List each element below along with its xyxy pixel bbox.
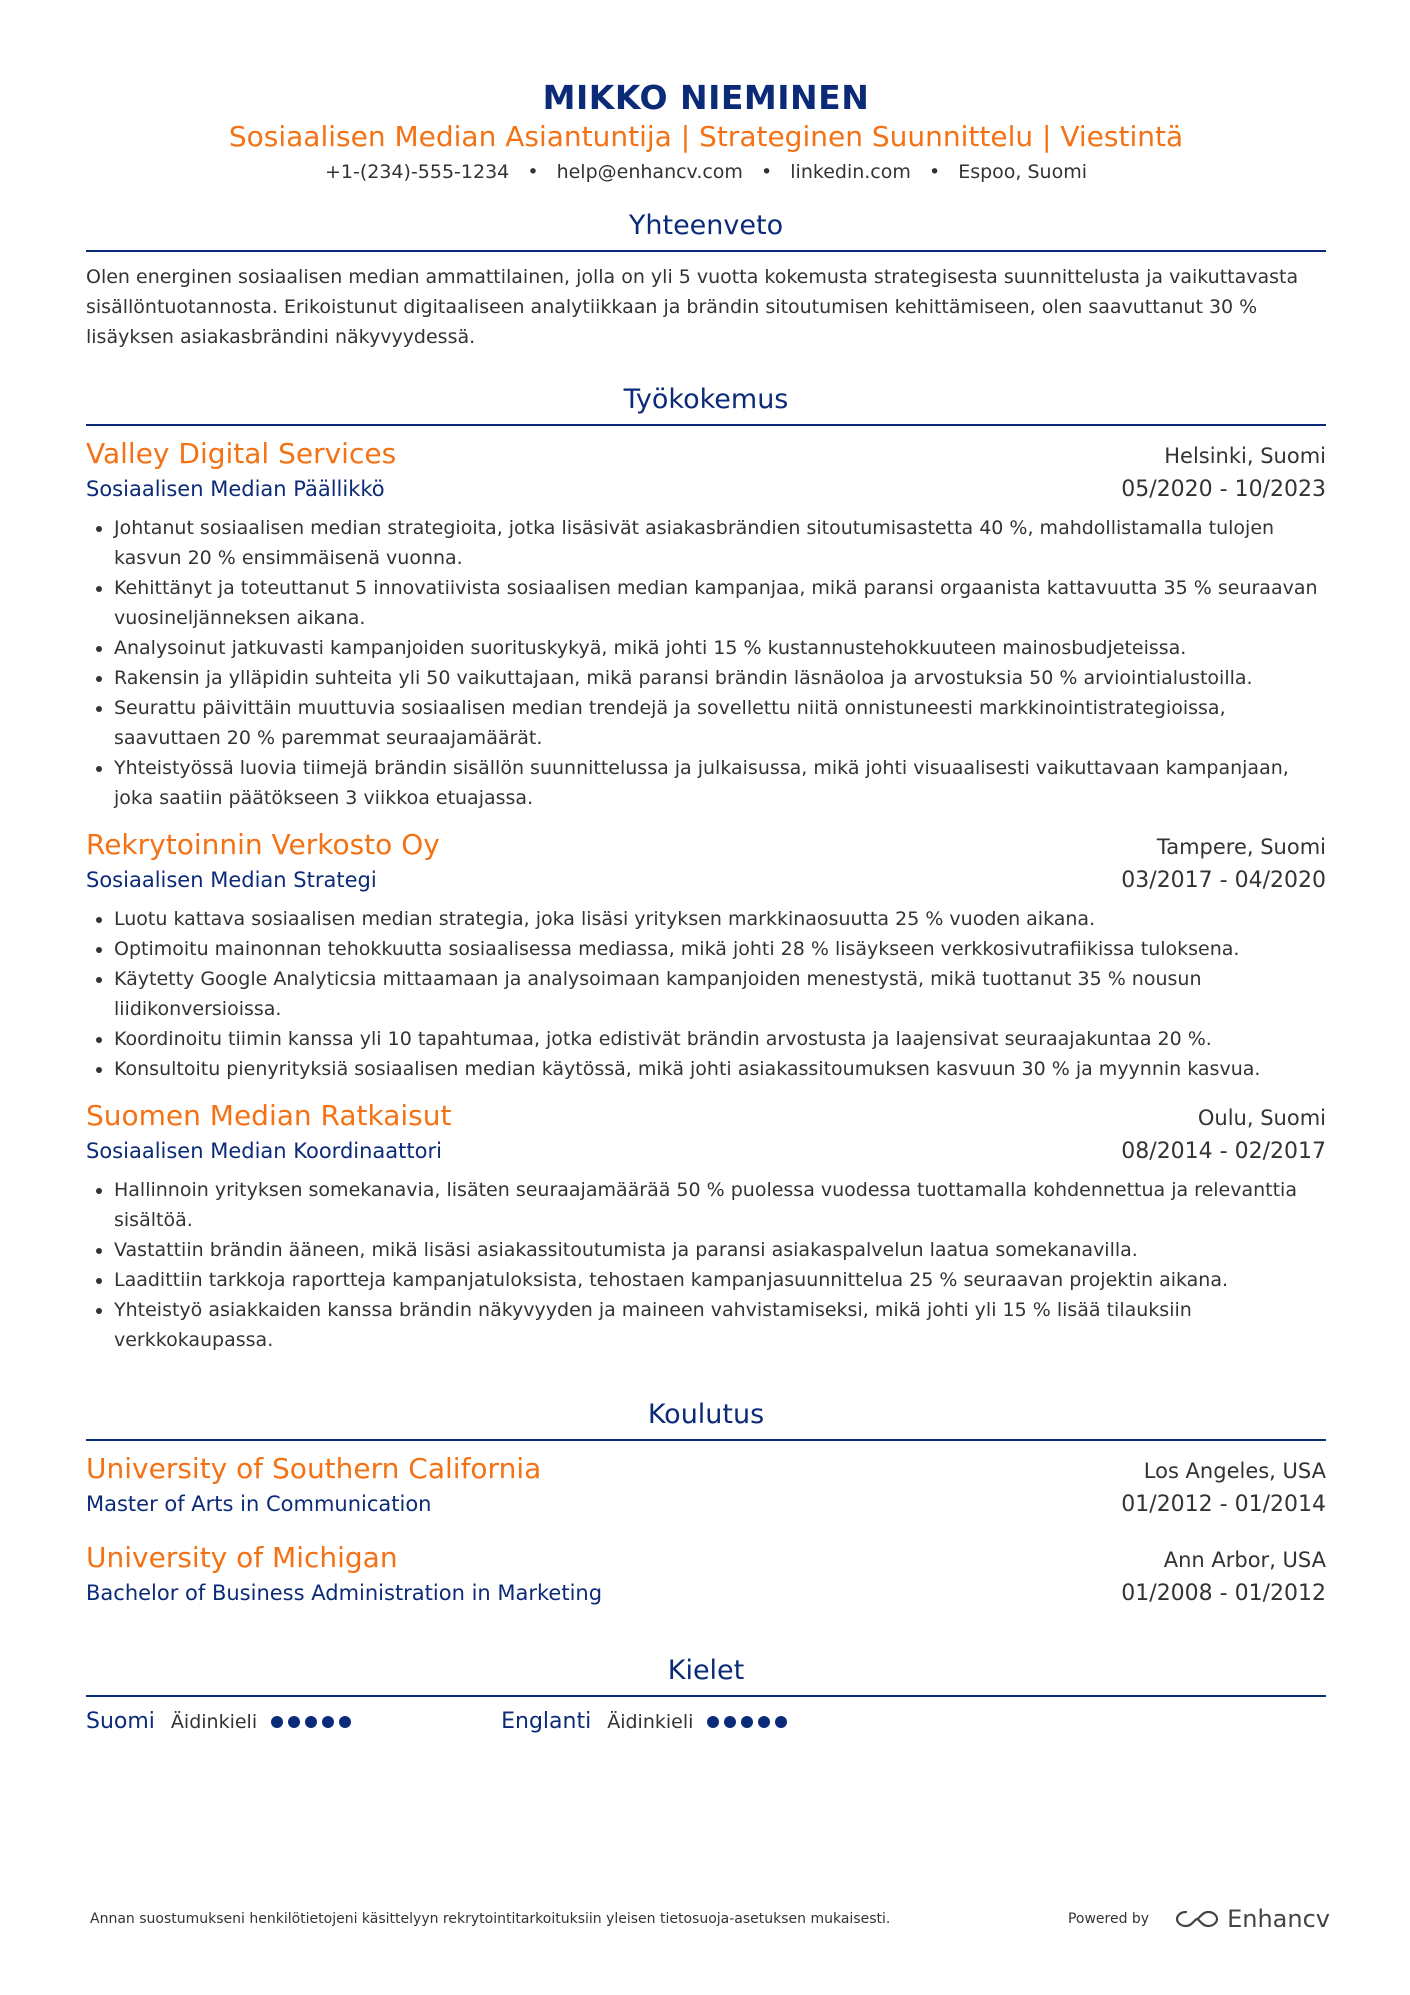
contact-phone: +1-(234)-555-1234 [324,161,510,183]
languages-title: Kielet [86,1653,1326,1697]
experience-entry [86,436,1326,813]
degree-name: Bachelor of Business Administration in Marketing [86,1581,603,1605]
language-item [501,1709,787,1734]
job-dates: 08/2014 - 02/2017 [1121,1139,1326,1164]
company-location: Oulu, Suomi [1197,1106,1326,1130]
job-title: Sosiaalisen Median Strategi [86,868,377,892]
rating-dot [758,1716,770,1728]
separator-dot: • [527,161,539,183]
summary-text: Olen energinen sosiaalisen median ammattilainen, jolla on yli 5 vuotta kokemusta strategisesta suunnittelusta ja vaikuttavasta sisällöntuotannosta. Erikoistunut digitaaliseen analytiikkaan ja brändin sitoutumisen kehittämiseen, olen saavuttanut 30 % lisäyksen asiakasbrändini näkyvyydessä. [86,266,1299,348]
language-item [86,1709,351,1734]
experience-entry [86,827,1326,1084]
enhancv-logo[interactable] [1175,1905,1330,1933]
achievement-item: Rakensin ja ylläpidin suhteita yli 50 vaikuttajaan, mikä paransi brändin läsnäoloa ja arvostuksia 50 % arviointialustoilla. [86,663,1326,693]
achievement-item: Johtanut sosiaalisen median strategioita, jotka lisäsivät asiakasbrändien sitoutumisastetta 40 %, mahdollistamalla tulojen kasvun 20 % ensimmäisenä vuonna. [86,513,1326,573]
achievement-list [86,904,1326,1084]
contact-line [86,158,1326,186]
achievement-item: Optimoitu mainonnan tehokkuutta sosiaalisessa mediassa, mikä johti 28 % lisäykseen verkkosivutrafiikissa tuloksena. [86,934,1326,964]
separator-dot: • [761,161,773,183]
achievement-item: Hallinnoin yrityksen somekanavia, lisäten seuraajamäärää 50 % puolessa vuodessa tuottamalla kohdennettua ja relevanttia sisältöä. [86,1175,1326,1235]
footer [90,1905,1330,1933]
experience-title: Työkokemus [86,382,1326,426]
consent-text: Annan suostumukseni henkilötietojeni käsittelyyn rekrytointitarkoituksiin yleisen tietosuoja-asetuksen mukaisesti. [90,1911,891,1927]
job-dates: 03/2017 - 04/2020 [1121,868,1326,893]
job-dates: 05/2020 - 10/2023 [1121,477,1326,502]
language-level: Äidinkieli [607,1710,694,1733]
resume-page [86,0,1326,1734]
rating-dot [271,1716,283,1728]
achievement-list [86,1175,1326,1355]
infinity-icon [1175,1908,1219,1930]
achievement-item: Yhteistyö asiakkaiden kanssa brändin näkyvyyden ja maineen vahvistamiseksi, mikä johti yli 15 % lisää tilauksiin verkkokaupassa. [86,1295,1326,1355]
achievement-item: Vastattiin brändin ääneen, mikä lisäsi asiakassitoutumista ja paransi asiakaspalvelun laatua somekanavilla. [86,1235,1326,1265]
language-rating [707,1716,787,1728]
languages-row [86,1709,1326,1734]
company-name: Rekrytoinnin Verkosto Oy [86,828,440,861]
languages-section [86,1653,1326,1734]
rating-dot [775,1716,787,1728]
achievement-item: Analysoinut jatkuvasti kampanjoiden suorituskykyä, mikä johti 15 % kustannustehokkuuteen mainosbudjeteissa. [86,633,1326,663]
achievement-list [86,513,1326,813]
rating-dot [288,1716,300,1728]
candidate-name: MIKKO NIEMINEN [542,78,870,117]
company-name: Suomen Median Ratkaisut [86,1099,452,1132]
language-rating [271,1716,351,1728]
education-title: Koulutus [86,1397,1326,1441]
contact-location: Espoo, Suomi [958,161,1088,183]
rating-dot [305,1716,317,1728]
experience-entry [86,1098,1326,1355]
achievement-item: Kehittänyt ja toteuttanut 5 innovatiivista sosiaalisen median kampanjaa, mikä paransi orgaanista kattavuutta 35 % seuraavan vuosineljänneksen aikana. [86,573,1326,633]
language-name: Englanti [501,1709,592,1734]
rating-dot [741,1716,753,1728]
degree-name: Master of Arts in Communication [86,1492,432,1516]
education-entry [86,1451,1326,1520]
education-entry [86,1540,1326,1609]
achievement-item: Konsultoitu pienyrityksiä sosiaalisen median käytössä, mikä johti asiakassitoumuksen kasvuun 30 % ja myynnin kasvua. [86,1054,1326,1084]
achievement-item: Laadittiin tarkkoja raportteja kampanjatuloksista, tehostaen kampanjasuunnittelua 25 % seuraavan projektin aikana. [86,1265,1326,1295]
education-dates: 01/2012 - 01/2014 [1121,1492,1326,1517]
achievement-item: Yhteistyössä luovia tiimejä brändin sisällön suunnittelussa ja julkaisussa, mikä johti visuaalisesti vaikuttavaan kampanjaan, joka saatiin päätökseen 3 viikkoa etuajassa. [86,753,1326,813]
summary-title: Yhteenveto [86,208,1326,252]
achievement-item: Luotu kattava sosiaalisen median strategia, joka lisäsi yrityksen markkinaosuutta 25 % vuoden aikana. [86,904,1326,934]
school-location: Los Angeles, USA [1143,1459,1326,1483]
school-name: University of Michigan [86,1541,398,1574]
rating-dot [707,1716,719,1728]
education-dates: 01/2008 - 01/2012 [1121,1581,1326,1606]
powered-by-label: Powered by [1067,1911,1150,1927]
school-location: Ann Arbor, USA [1163,1548,1326,1572]
rating-dot [724,1716,736,1728]
separator-dot: • [928,161,941,183]
company-name: Valley Digital Services [86,437,397,470]
language-name: Suomi [86,1709,155,1734]
achievement-item: Käytetty Google Analyticsia mittaamaan ja analysoimaan kampanjoiden menestystä, mikä tuottanut 35 % nousun liidikonversioissa. [86,964,1326,1024]
rating-dot [339,1716,351,1728]
achievement-item: Seurattu päivittäin muuttuvia sosiaalisen median trendejä ja sovellettu niitä onnistuneesti markkinointistrategioissa, saavuttaen 20 % paremmat seuraajamäärät. [86,693,1326,753]
summary-section [86,208,1326,352]
candidate-headline: Sosiaalisen Median Asiantuntija | Strateginen Suunnittelu | Viestintä [228,120,1184,153]
company-location: Tampere, Suomi [1156,835,1326,859]
company-location: Helsinki, Suomi [1164,444,1326,468]
school-name: University of Southern California [86,1452,542,1485]
language-level: Äidinkieli [170,1710,258,1733]
achievement-item: Koordinoitu tiimin kanssa yli 10 tapahtumaa, jotka edistivät brändin arvostusta ja laajensivat seuraajakuntaa 20 %. [86,1024,1326,1054]
brand-name: Enhancv [1227,1905,1330,1933]
rating-dot [322,1716,334,1728]
experience-section [86,382,1326,1355]
job-title: Sosiaalisen Median Päällikkö [86,477,385,501]
contact-linkedin[interactable]: linkedin.com [790,161,911,183]
contact-email[interactable]: help@enhancv.com [556,161,743,183]
education-section [86,1397,1326,1609]
job-title: Sosiaalisen Median Koordinaattori [86,1139,442,1163]
